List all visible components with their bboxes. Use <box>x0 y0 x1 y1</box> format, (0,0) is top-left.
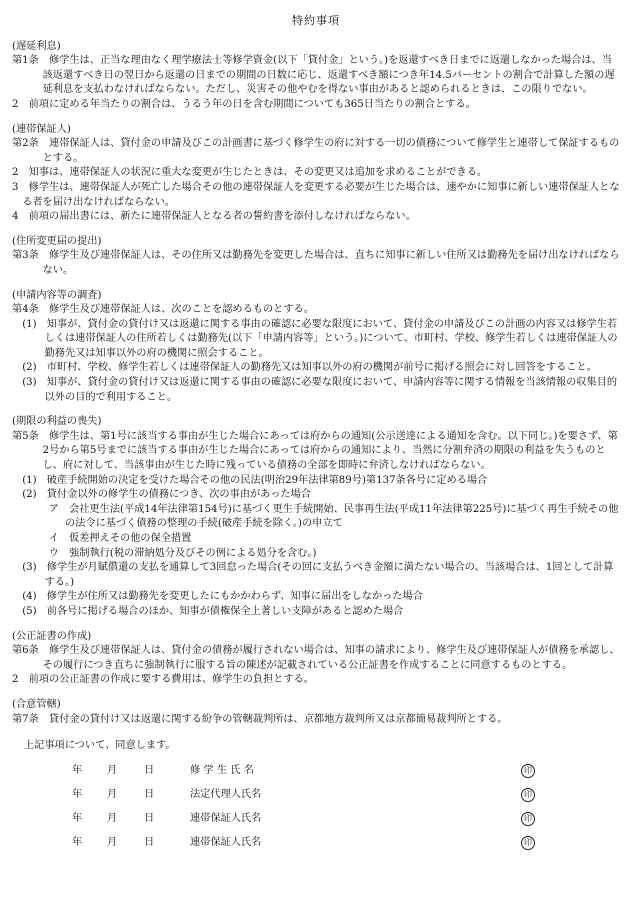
day-label: 日 <box>144 788 155 800</box>
list-item: (3) 修学生が月賦償還の支払を通算して3回怠った場合(その回に支払うべき金額に満たない場合の、当該場合は、1回として計算する。) <box>22 562 614 588</box>
day-label: 日 <box>144 764 155 776</box>
section-heading: (期限の利益の喪失) <box>12 416 102 428</box>
article-4: 第4条 修学生及び連帯保証人は、次のことを認めるものとする。 <box>12 304 314 316</box>
section-heading: (遅延利息) <box>12 40 61 52</box>
section-notarial-deed <box>12 630 620 688</box>
list-item: (1) 知事が、貸付金の貸付け又は返還に関する事由の確認に必要な限度において、貸付金の申請及びこの計画の内容又は修学生若しくは連帯保証人の住所若しくは勤務先(以下「申請内容等」という。)について、市町村、学校、修学生若しくは連帯保証人の勤務先又は知事以外の府の機関に照会すること。 <box>22 318 618 359</box>
article-6: 第6条 修学生及び連帯保証人は、貸付金の債務が履行されない場合は、知事の請求により、修学生及び連帯保証人が債務を承認し、その履行につき直ちに強制執行に服する旨の陳述が記載されている公正証書を作成することに同意するものとする。 <box>12 645 620 671</box>
signer-role-label: 修 学 生 氏 名 <box>190 764 254 776</box>
signature-row <box>24 760 620 784</box>
signature-row <box>24 784 620 808</box>
document-title: 特約事項 <box>292 14 340 27</box>
article-1-paragraph-2: 2 前項に定める年当たりの割合は、うるう年の日を含む期間についても365日当たりの割合とする。 <box>12 98 476 110</box>
article-7: 第7条 貸付金の貸付け又は返還に関する紛争の管轄裁判所は、京都地方裁判所又は京都簡易裁判所とする。 <box>12 713 508 725</box>
section-address-change <box>12 235 620 279</box>
section-loss-of-benefit <box>12 415 620 619</box>
month-label: 月 <box>107 764 118 776</box>
signer-role-label: 連帯保証人氏名 <box>190 812 262 824</box>
year-label: 年 <box>72 764 83 776</box>
article-2-paragraph-4: 4 前項の届出書には、新たに連帯保証人となる者の誓約書を添付しなければならない。 <box>12 211 416 223</box>
article-6-paragraph-2: 2 前項の公正証書の作成に要する費用は、修学生の負担とする。 <box>12 674 314 686</box>
seal-icon: 印 <box>521 812 535 826</box>
year-label: 年 <box>72 836 83 848</box>
month-label: 月 <box>107 812 118 824</box>
list-item: (4) 修学生が住所又は勤務先を変更したにもかかわらず、知事に届出をしなかった場合 <box>22 591 423 603</box>
list-item: (5) 前各号に掲げる場合のほか、知事が債権保全上著しい支障があると認めた場合 <box>22 605 404 617</box>
list-item: (1) 破産手続開始の決定を受けた場合その他の民法(明治29年法律第89号)第137条各号に定める場合 <box>22 474 488 486</box>
list-item: (2) 貸付金以外の修学生の債務につき、次の事由があった場合 <box>22 489 311 501</box>
month-label: 月 <box>107 788 118 800</box>
sub-list-item: イ 仮差押えその他の保全措置 <box>48 533 192 544</box>
list-item: (3) 知事が、貸付金の貸付け又は返還に関する事由の確認に必要な限度において、申請内容等に関する情報を当該情報の収集目的以外の目的で利用すること。 <box>22 377 618 403</box>
seal-icon: 印 <box>521 788 535 802</box>
list-item: (2) 市町村、学校、修学生若しくは連帯保証人の勤務先又は知事以外の府の機関が前号に掲げる照会に対し回答をすること。 <box>22 362 597 374</box>
section-heading: (連帯保証人) <box>12 123 71 135</box>
article-5: 第5条 修学生は、第1号に該当する事由が生じた場合にあっては府からの通知(公示送達による通知を含む。以下同じ。)を要さず、第2号から第5号までに該当する事由が生じた場合にあっては府からの通知により、当然に分割弁済の期限の利益を失うものとし、府に対して、当該事由が生じた時に残っている債務の全部を即時に弁済しなければならない。 <box>12 430 618 472</box>
sub-list-item: ウ 強制執行(税の滞納処分及びその例による処分を含む。) <box>48 547 317 559</box>
signature-row <box>24 808 620 832</box>
year-label: 年 <box>72 788 83 800</box>
sub-list-item: ア 会社更生法(平成14年法律第154号)に基づく更生手続開始、民事再生法(平成11年法律第225号)に基づく再生手続その他の法令に基づく債務の整理の手続(破産手続を除く。)の申立て <box>48 503 619 530</box>
signer-role-label: 法定代理人氏名 <box>190 788 262 800</box>
month-label: 月 <box>107 836 118 848</box>
section-heading: (住所変更届の提出) <box>12 235 102 247</box>
day-label: 日 <box>144 836 155 848</box>
section-late-interest <box>12 40 620 113</box>
article-1: 第1条 修学生は、正当な理由なく理学療法士等修学資金(以下「貸付金」という。)を返還すべき日までに返還しなかった場合は、当該返還すべき日の翌日から返還の日までの期間の日数に応じ、返還すべき額につき年14.5パーセントの割合で計算した額の遅延利息を支払わなければならない。ただし、災害その他やむを得ない事由があると認められるときは、この限りでない。 <box>12 55 615 96</box>
year-label: 年 <box>72 812 83 824</box>
article-2: 第2条 連帯保証人は、貸付金の申請及びこの計画書に基づく修学生の府に対する一切の債務について修学生と連帯して保証するものとする。 <box>12 138 620 164</box>
section-heading: (申請内容等の調査) <box>12 289 102 301</box>
signature-row <box>24 832 620 856</box>
article-2-paragraph-3: 3 修学生は、連帯保証人が死亡した場合その他の連帯保証人を変更する必要が生じた場合は、速やかに知事に新しい連帯保証人となる者を届け出なければならない。 <box>12 181 620 208</box>
article-2-paragraph-2: 2 知事は、連帯保証人の状況に重大な変更が生じたときは、その変更又は追加を求めることができる。 <box>12 167 488 179</box>
section-heading: (公正証書の作成) <box>12 630 92 642</box>
agreement-block <box>12 739 620 856</box>
seal-icon: 印 <box>521 764 535 778</box>
section-application-inquiry <box>12 289 620 406</box>
day-label: 日 <box>144 812 155 824</box>
section-jurisdiction <box>12 698 620 727</box>
signer-role-label: 連帯保証人氏名 <box>190 836 262 848</box>
section-heading: (合意管轄) <box>12 698 61 710</box>
section-guarantor <box>12 123 620 225</box>
seal-icon: 印 <box>521 836 535 850</box>
article-3: 第3条 修学生及び連帯保証人は、その住所又は勤務先を変更した場合は、直ちに知事に新しい住所又は勤務先を届け出なければならない。 <box>12 250 620 276</box>
agreement-text: 上記事項について、同意します。 <box>24 740 176 752</box>
